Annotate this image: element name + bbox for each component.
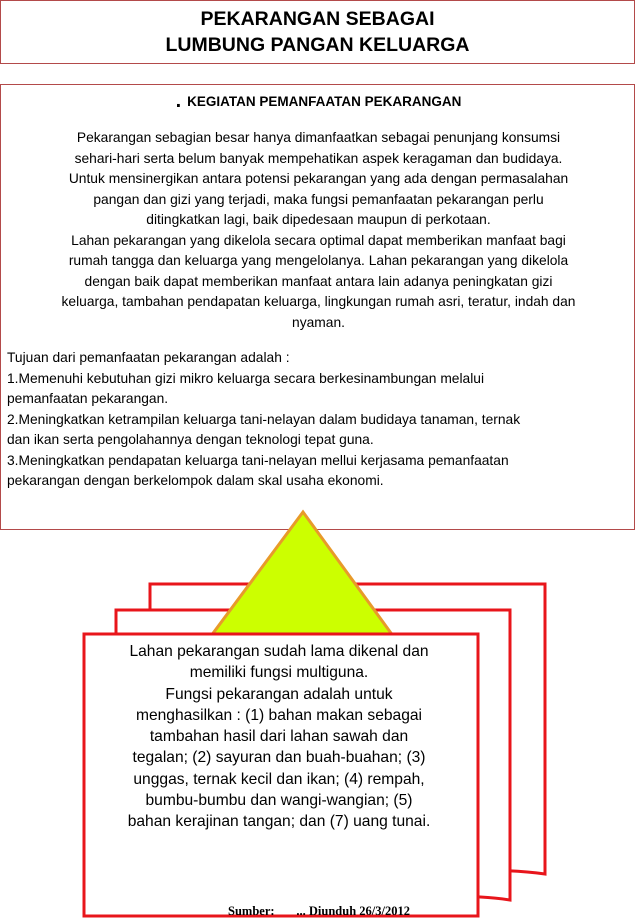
card-line: menghasilkan : (1) bahan makan sebagai <box>135 706 423 724</box>
card-line: tambahan hasil dari lahan sawah dan <box>149 728 409 746</box>
intro-line: pangan dan gizi yang terjadi, maka fungsi pemanfaatan pekarangan perlu <box>93 191 544 207</box>
card-line: Fungsi pekarangan adalah untuk <box>165 685 393 703</box>
section-bullet: . <box>175 90 182 112</box>
card-line: tegalan; (2) sayuran dan buah-buahan; (3) <box>132 749 426 767</box>
goals-line: 2.Meningkatkan ketrampilan keluarga tani-nelayan dalam budidaya tanaman, ternak <box>7 411 521 427</box>
intro-line: Untuk mensinergikan antara potensi pekarangan yang ada dengan permasalahan <box>68 171 569 186</box>
card-line: bumbu-bumbu dan wangi-wangian; (5) <box>145 792 413 810</box>
goals-line: pekarangan dengan berkelompok dalam skal usaha ekonomi. <box>7 473 384 488</box>
goals-line: 3.Meningkatkan pendapatan keluarga tani-nelayan mellui kerjasama pemanfaatan <box>7 452 509 468</box>
card-line: unggas, ternak kecil dan ikan; (4) rempah, <box>133 770 425 788</box>
intro-line: rumah tangga dan keluarga yang mengelolanya. Lahan pekarangan yang dikelola <box>68 253 569 268</box>
page-title-line-2: LUMBUNG PANGAN KELUARGA <box>165 34 470 56</box>
content-box <box>0 84 635 530</box>
source-footer: Sumber: ... Diunduh 26/3/2012 <box>228 904 410 918</box>
section-heading <box>1 92 636 111</box>
card-line: bahan kerajinan tangan; dan (7) uang tunai. <box>127 813 431 831</box>
card-line: Lahan pekarangan sudah lama dikenal dan <box>129 643 429 660</box>
intro-line: keluarga, tambahan pendapatan keluarga, lingkungan rumah asri, teratur, indah dan <box>61 294 576 309</box>
goals-line: dan ikan serta pengolahannya dengan teknologi tepat guna. <box>7 432 374 447</box>
triangle-shape <box>208 512 396 640</box>
card-text <box>89 641 469 833</box>
intro-line: nyaman. <box>292 314 345 330</box>
card-line: memiliki fungsi multiguna. <box>189 664 369 682</box>
section-heading-text: KEGIATAN PEMANFAATAN PEKARANGAN <box>187 94 462 109</box>
goals-line: 1.Memenuhi kebutuhan gizi mikro keluarga secara berkesinambungan melalui <box>7 370 485 386</box>
goals-line: Tujuan dari pemanfaatan pekarangan adalah : <box>7 350 290 365</box>
intro-line: dengan baik dapat memberikan manfaat antara lain adanya peningkatan gizi <box>84 273 553 289</box>
intro-paragraph <box>5 128 632 333</box>
intro-line: Lahan pekarangan yang dikelola secara optimal dapat memberikan manfaat bagi <box>71 232 566 248</box>
page-title-line-1: PEKARANGAN SEBAGAI <box>200 8 435 30</box>
intro-line: Pekarangan sebagian besar hanya dimanfaatkan sebagai penunjang konsumsi <box>76 130 561 145</box>
goals-list <box>7 348 632 492</box>
goals-line: pemanfaatan pekarangan. <box>7 391 169 406</box>
intro-line: ditingkatkan lagi, baik dipedesaan maupun di perkotaan. <box>146 212 491 227</box>
title-box <box>0 0 635 64</box>
intro-line: sehari-hari serta belum banyak mempehatikan aspek keragaman dan budidaya. <box>74 150 563 166</box>
